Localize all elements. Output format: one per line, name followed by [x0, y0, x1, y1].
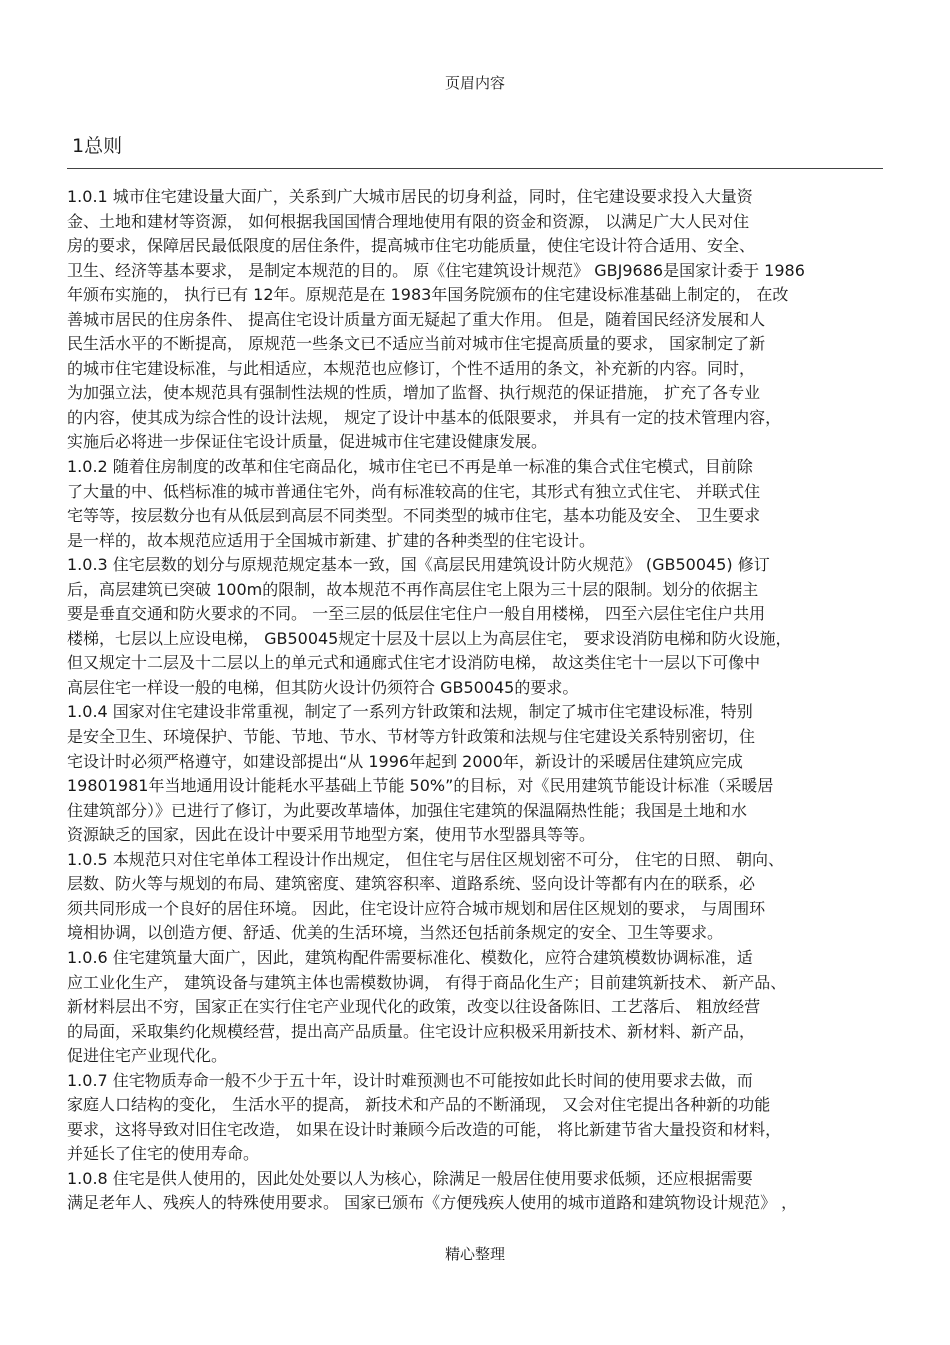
text-line: 金、土地和建材等资源， 如何根据我国国情合理地使用有限的资金和资源， 以满足广大人民对住	[67, 211, 750, 231]
text-line: 19801981年当地通用设计能耗水平基础上节能 50%”的目标，对《民用建筑节能设计标准（采暖居	[67, 776, 774, 796]
text-line: 实施后必将进一步保证住宅设计质量，促进城市住宅建设健康发展。	[67, 432, 548, 452]
text-line: 1.0.2 随着住房制度的改革和住宅商品化，城市住宅已不再是单一标准的集合式住宅模式，目前除	[67, 457, 753, 477]
text-line: 应工业化生产， 建筑设备与建筑主体也需模数协调， 有得于商品化生产；目前建筑新技术、 新产品、	[67, 972, 787, 992]
text-line: 1.0.7 住宅物质寿命一般不少于五十年，设计时难预测也不可能按如此长时间的使用要求去做，而	[67, 1070, 753, 1090]
text-line: 宅等等，按层数分也有从低层到高层不同类型。不同类型的城市住宅，基本功能及安全、 卫生要求	[67, 506, 761, 526]
text-line: 1.0.5 本规范只对住宅单体工程设计作出规定， 但住宅与居住区规划密不可分， 住宅的日照、 朝向、	[67, 849, 785, 869]
text-line: 境相协调，以创造方便、舒适、优美的生活环境，当然还包括前条规定的安全、卫生等要求。	[67, 923, 724, 943]
text-line: 是一样的，故本规范应适用于全国城市新建、扩建的各种类型的住宅设计。	[67, 530, 596, 550]
text-line: 1.0.8 住宅是供人使用的，因此处处要以人为核心，除满足一般居住使用要求低频，还应根据需要	[67, 1168, 753, 1188]
text-line: 善城市居民的住房条件、 提高住宅设计质量方面无疑起了重大作用。 但是，随着国民经济发展和人	[67, 309, 766, 329]
text-line: 民生活水平的不断提高， 原规范一些条文已不适应当前对城市住宅提高质量的要求， 国家制定了新	[67, 334, 766, 354]
text-line: 的城市住宅建设标准，与此相适应，本规范也应修订，个性不适用的条文，补充新的内容。同时，	[67, 358, 756, 378]
text-line: 住建筑部分）》已进行了修订，为此要改革墙体，加强住宅建筑的保温隔热性能；我国是土地和水	[67, 800, 748, 820]
text-line: 了大量的中、低档标准的城市普通住宅外，尚有标准较高的住宅，其形式有独立式住宅、 并联式住	[67, 481, 761, 501]
text-line: 要求，这将导致对旧住宅改造， 如果在设计时兼顾今后改造的可能， 将比新建节省大量投资和材料，	[67, 1119, 782, 1139]
text-line: 新材料层出不穷，国家正在实行住宅产业现代化的政策，改变以往设备陈旧、工艺落后、 粗放经营	[67, 997, 761, 1017]
text-line: 要是垂直交通和防火要求的不同。 一至三层的低层住宅住户一般自用楼梯， 四至六层住宅住户共用	[67, 604, 766, 624]
body-text	[67, 185, 883, 1216]
section-title: 1总则	[72, 135, 123, 157]
page-footer: 精心整理	[444, 1245, 505, 1263]
text-line: 后，高层建筑已突破 100m的限制，故本规范不再作高层住宅上限为三十层的限制。划分的依据主	[67, 579, 759, 599]
title-divider	[67, 168, 883, 169]
text-line: 层数、防火等与规划的布局、建筑密度、建筑容积率、道路系统、竖向设计等都有内在的联系，必	[67, 874, 756, 894]
text-line: 1.0.6 住宅建筑量大面广，因此，建筑构配件需要标准化、模数化，应符合建筑模数协调标准，适	[67, 947, 753, 967]
text-line: 并延长了住宅的使用寿命。	[67, 1144, 260, 1164]
text-line: 家庭人口结构的变化， 生活水平的提高， 新技术和产品的不断涌现， 又会对住宅提出各种新的功能	[67, 1095, 771, 1115]
text-line: 的局面，采取集约化规模经营，提出高产品质量。住宅设计应积极采用新技术、新材料、新产品，	[67, 1021, 756, 1041]
text-line: 的内容，使其成为综合性的设计法规， 规定了设计中基本的低限要求， 并具有一定的技术管理内容，	[67, 407, 782, 427]
page-header: 页眉内容	[444, 74, 505, 92]
text-line: 高层住宅一样设一般的电梯，但其防火设计仍须符合 GB50045的要求。	[67, 677, 579, 697]
text-line: 房的要求，保障居民最低限度的居住条件，提高城市住宅功能质量，使住宅设计符合适用、安全、	[67, 236, 756, 256]
text-line: 促进住宅产业现代化。	[67, 1046, 228, 1066]
text-line: 宅设计时必须严格遵守，如建设部提出“从 1996年起到 2000年，新设计的采暖居住建筑应完成	[67, 751, 743, 771]
text-line: 须共同形成一个良好的居住环境。 因此，住宅设计应符合城市规划和居住区规划的要求， 与周围环	[67, 898, 766, 918]
text-line: 满足老年人、残疾人的特殊使用要求。 国家已颁布《方便残疾人使用的城市道路和建筑物设计规范》 ，	[67, 1193, 798, 1213]
text-line: 楼梯，七层以上应设电梯， GB50045规定十层及十层以上为高层住宅， 要求设消防电梯和防火设施，	[67, 628, 792, 648]
text-line: 1.0.3 住宅层数的划分与原规范规定基本一致，国《高层民用建筑设计防火规范》 (GB50045) 修订	[67, 555, 770, 575]
text-line: 为加强立法，使本规范具有强制性法规的性质，增加了监督、执行规范的保证措施， 扩充了各专业	[67, 383, 761, 403]
text-line: 1.0.4 国家对住宅建设非常重视，制定了一系列方针政策和法规，制定了城市住宅建设标准，特别	[67, 702, 753, 722]
text-line: 但又规定十二层及十二层以上的单元式和通廊式住宅才设消防电梯， 故这类住宅十一层以下可像中	[67, 653, 761, 673]
text-line: 卫生、经济等基本要求， 是制定本规范的目的。 原《住宅建筑设计规范》 GBJ9686是国家计委于 1986	[67, 260, 805, 280]
text-line: 1.0.1 城市住宅建设量大面广，关系到广大城市居民的切身利益，同时，住宅建设要求投入大量资	[67, 187, 753, 206]
text-line: 是安全卫生、环境保护、节能、节地、节水、节材等方针政策和法规与住宅建设关系特别密切，住	[67, 727, 756, 747]
text-line: 资源缺乏的国家，因此在设计中要采用节地型方案，使用节水型器具等等。	[67, 825, 596, 845]
text-line: 年颁布实施的， 执行已有 12年。原规范是在 1983年国务院颁布的住宅建设标准基础上制定的， 在改	[67, 285, 789, 305]
